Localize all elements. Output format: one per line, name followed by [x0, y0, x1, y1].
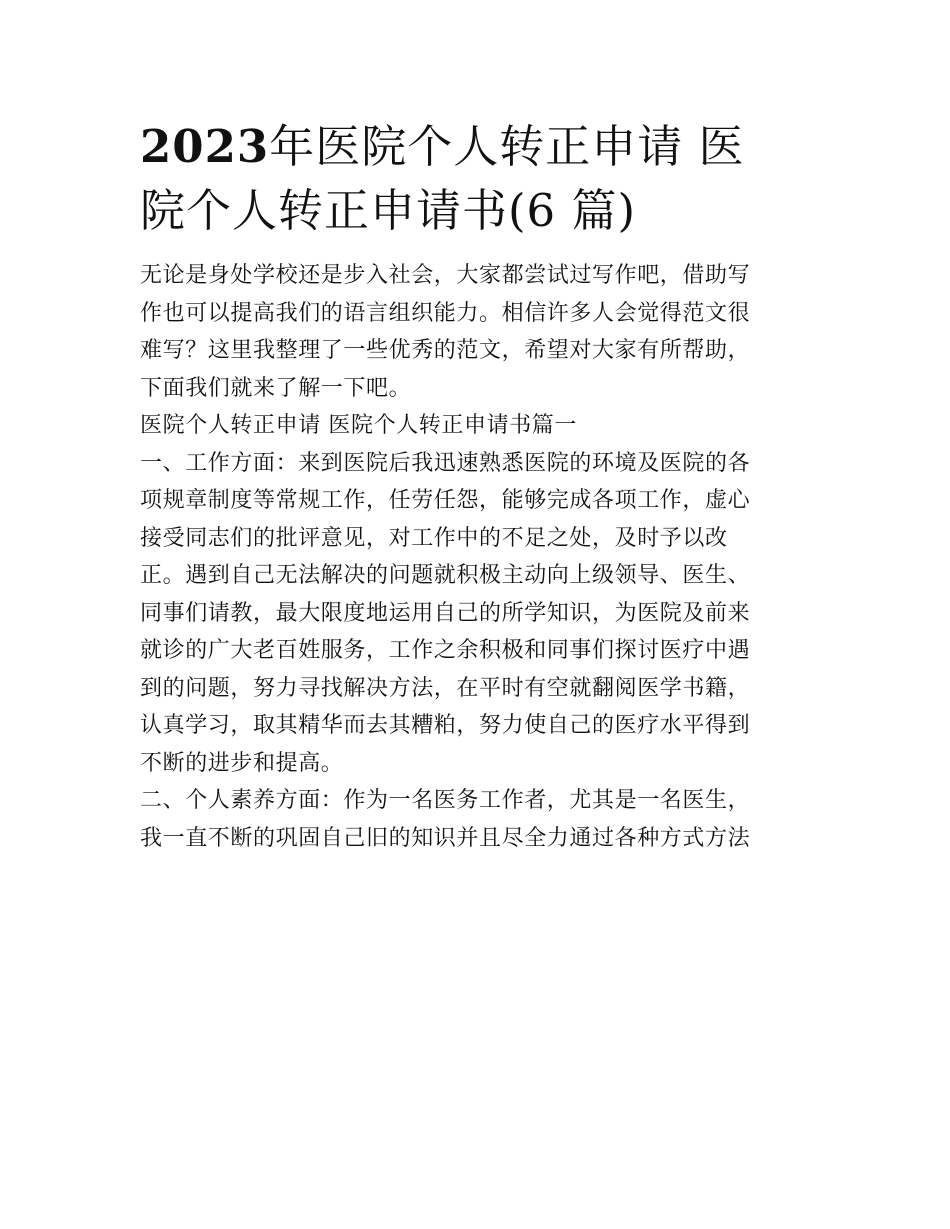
- title-line-1-rest: 年医院个人转正申请 医: [269, 120, 745, 173]
- work-paragraph: [140, 445, 815, 783]
- paragraph-line: 难写？这里我整理了一些优秀的范文，希望对大家有所帮助，: [140, 338, 751, 363]
- title-line-2: 院个人转正申请书(6 篇): [140, 184, 637, 237]
- paragraph-line: 同事们请教，最大限度地运用自己的所学知识，为医院及前来: [140, 600, 751, 626]
- paragraph-line: 不断的进步和提高。: [140, 750, 344, 776]
- paragraph-line: 二、个人素养方面：作为一名医务工作者，尤其是一名医生，: [140, 788, 751, 813]
- section-heading-text: 医院个人转正申请 医院个人转正申请书篇一: [140, 413, 577, 438]
- paragraph-line: 接受同志们的批评意见，对工作中的不足之处，及时予以改: [140, 525, 728, 551]
- paragraph-line: 正。遇到自己无法解决的问题就积极主动向上级领导、医生、: [140, 563, 751, 588]
- document-page: [140, 115, 815, 857]
- paragraph-line: 下面我们就来了解一下吧。: [140, 375, 412, 401]
- paragraph-line: 项规章制度等常规工作，任劳任怨，能够完成各项工作，虚心: [140, 488, 751, 513]
- paragraph-line: 我一直不断的巩固自己旧的知识并且尽全力通过各种方式方法: [140, 825, 751, 851]
- paragraph-line: 无论是身处学校还是步入社会，大家都尝试过写作吧，借助写: [140, 263, 751, 288]
- personal-paragraph: [140, 782, 815, 857]
- title-line-1: [140, 115, 815, 179]
- section-heading: [140, 407, 815, 445]
- paragraph-line: 就诊的广大老百姓服务，工作之余积极和同事们探讨医疗中遇: [140, 638, 751, 663]
- document-title: [140, 115, 815, 243]
- paragraph-line: 作也可以提高我们的语言组织能力。相信许多人会觉得范文很: [140, 300, 751, 326]
- title-year: 2023: [140, 120, 270, 173]
- intro-paragraph: [140, 257, 815, 407]
- paragraph-line: 到的问题，努力寻找解决方法，在平时有空就翻阅医学书籍，: [140, 675, 751, 701]
- paragraph-line: 一、工作方面：来到医院后我迅速熟悉医院的环境及医院的各: [140, 450, 751, 476]
- paragraph-line: 认真学习，取其精华而去其糟粕，努力使自己的医疗水平得到: [140, 713, 751, 738]
